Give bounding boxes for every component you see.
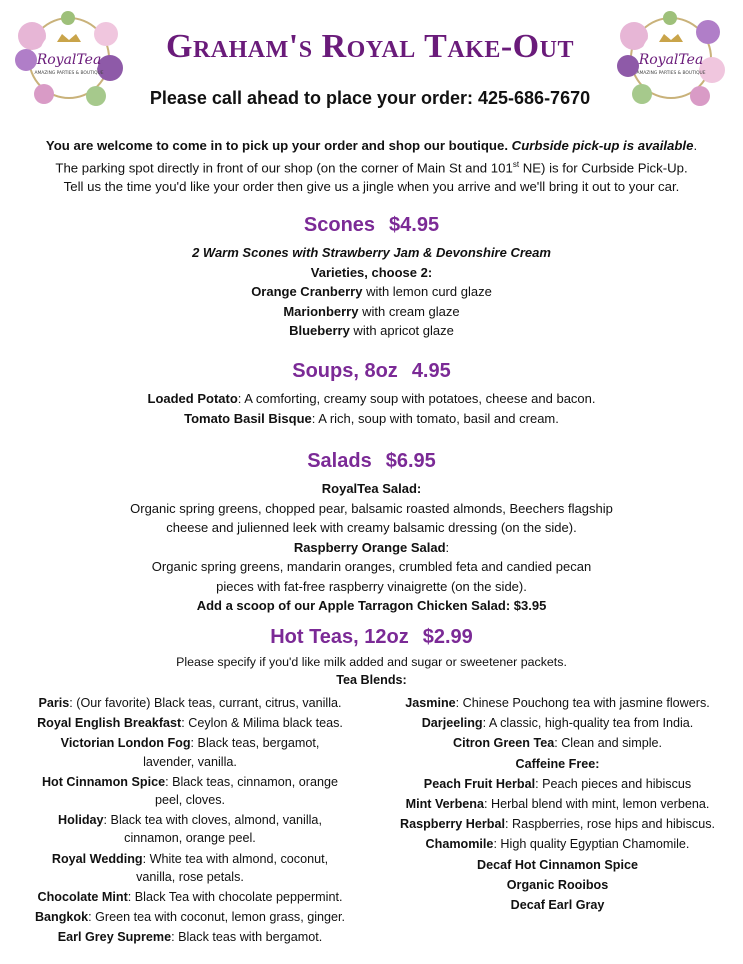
tea-item [10,928,370,946]
scones-section [0,214,743,341]
tea-item [10,811,370,847]
tea-item-desc: : White tea with almond, coconut, [142,851,329,866]
salad1-line2: cheese and julienned leek with creamy balsamic dressing (on the side). [166,520,577,535]
tea-item-name: Darjeeling [421,716,483,731]
scone-item-name: Orange Cranberry [251,284,363,299]
tea-item-desc: : Clean and simple. [554,736,663,751]
tea-item [10,694,370,712]
royaltea-logo-right [612,8,730,108]
tea-item [10,908,370,926]
tea-item [380,775,735,793]
soup-item-name: Loaded Potato [147,391,238,406]
scone-item-desc: with cream glaze [358,303,460,319]
salad2-name: Raspberry Orange Salad [293,539,446,555]
tea-item-name: Paris [38,696,70,710]
tea-left-column [10,694,370,949]
soup-item-desc: : A comforting, creamy soup with potatoes, cheese and bacon. [237,391,596,406]
scones-heading [0,214,743,237]
scone-item-desc: with lemon curd glaze [362,284,492,299]
tea-item [380,815,735,833]
salad-addon: Add a scoop of our Apple Tarragon Chicken Salad: $3.95 [196,598,547,613]
intro-line-2-sup: st [512,160,520,169]
tea-item-desc: : A classic, high-quality tea from India. [482,716,694,731]
scone-item [0,321,743,341]
tea-item-name: Raspberry Herbal [400,817,505,832]
intro-line-1-end: . [693,138,698,153]
soup-item-desc: : A rich, soup with tomato, basil and cream. [311,410,559,426]
scones-desc: 2 Warm Scones with Strawberry Jam & Devonshire Cream [192,245,551,260]
tea-item-name: Chamomile [425,837,494,852]
tea-item [380,734,735,752]
tea-item-desc: : Green tea with coconut, lemon grass, ginger. [88,910,346,925]
tea-item-desc: : (Our favorite) Black teas, currant, citrus, vanilla. [69,696,342,710]
intro-curbside: Curbside pick-up is available [511,138,694,153]
scone-item-name: Blueberry [289,323,350,338]
intro-line-1 [10,136,733,155]
salad2-line2: pieces with fat-free raspberry vinaigrette (on the side). [216,578,527,594]
salad2-line1: Organic spring greens, mandarin oranges, crumbled feta and candied pecan [151,559,592,574]
tea-item [380,714,735,732]
soups-title: Soups, 8oz [292,360,398,382]
tea-item-name: Bangkok [34,910,89,925]
tea-item-name: Victorian London Fog [60,736,191,751]
page-title: Graham's Royal Take-Out [166,28,574,65]
tea-item-desc: : Black teas, cinnamon, orange [165,774,339,789]
tea-item-desc: : Peach pieces and hibiscus [535,776,692,791]
teas-heading [0,626,743,649]
tea-item-name: Peach Fruit Herbal [423,776,536,791]
tea-item-name: Mint Verbena [405,797,484,812]
intro-text [10,136,733,196]
intro-line-3: Tell us the time you'd like your order then give us a jingle when you arrive and we'll bring it out to your car. [63,179,680,195]
scones-varieties-label: Varieties, choose 2: [310,264,433,280]
tea-item-name: Royal English Breakfast [37,716,182,731]
soups-section [0,360,743,428]
tea-item-name: Earl Grey Supreme [57,930,172,945]
salads-title: Salads [307,450,372,472]
logo-left-name: RoyalTea [36,52,102,68]
tea-item-desc: : Black teas with bergamot. [171,930,323,945]
logo-right-name: RoyalTea [638,52,704,68]
tea-item-desc-2: cinnamon, orange peel. [124,831,256,846]
salad2-heading [0,538,743,558]
salads-section [0,450,743,616]
scone-item-desc: with apricot glaze [349,323,454,338]
salad1-line1: Organic spring greens, chopped pear, balsamic roasted almonds, Beechers flagship [130,500,613,516]
tea-item-desc: : High quality Egyptian Chamomile. [493,837,690,852]
scone-item [0,282,743,302]
caffeine-free-label: Caffeine Free: [515,756,600,771]
tea-item-name: Citron Green Tea [452,736,555,751]
salads-price: $6.95 [385,450,436,472]
scones-price: $4.95 [389,214,440,236]
tea-item-desc: : Raspberries, rose hips and hibiscus. [505,817,715,832]
scone-item-name: Marionberry [283,303,359,319]
logo-left-tagline: AMAZING PARTIES & BOUTIQUE [34,71,104,76]
teas-price: $2.99 [422,626,473,648]
tea-item [380,694,735,712]
tea-item: Organic Rooibos [506,877,609,892]
tea-item [10,714,370,732]
salad2-colon: : [445,539,450,555]
tea-item [380,795,735,813]
tea-item-desc: : Herbal blend with mint, lemon verbena. [483,797,710,812]
salad1-name: RoyalTea Salad: [321,481,422,496]
teas-title: Hot Teas, 12oz [270,626,409,648]
tea-item: Decaf Earl Gray [510,898,605,913]
tea-item [10,773,370,809]
tea-item-name: Jasmine [405,696,456,710]
intro-line-2-start: The parking spot directly in front of our shop (on the corner of Main St and 101 [55,160,513,176]
soups-heading [0,360,743,383]
tea-item-desc: : Ceylon & Milima black teas. [181,716,343,731]
tea-item-name: Royal Wedding [51,851,143,866]
soups-price: 4.95 [411,360,451,382]
tea-item [380,835,735,853]
teas-note: Please specify if you'd like milk added and sugar or sweetener packets. [176,655,567,669]
logo-right-tagline: AMAZING PARTIES & BOUTIQUE [636,71,706,76]
scones-title: Scones [303,214,376,236]
phone-line: Please call ahead to place your order: 425-686-7670 [149,88,591,108]
tea-item [10,888,370,906]
tea-item-desc-2: peel, cloves. [154,793,225,808]
scone-item [0,302,743,322]
tea-blends-label: Tea Blends: [336,673,407,687]
tea-item-desc: : Black teas, bergamot, [190,736,320,751]
intro-line-2 [10,155,733,177]
soup-item [0,389,743,409]
teas-section [0,626,743,689]
tea-item-name: Hot Cinnamon Spice [41,774,166,789]
soup-item [0,409,743,429]
tea-item-desc: : Chinese Pouchong tea with jasmine flowers. [455,696,710,710]
tea-item-desc-2: lavender, vanilla. [143,754,237,769]
tea-item-desc: : Black Tea with chocolate peppermint. [127,890,343,905]
tea-item [10,850,370,886]
tea-right-column [380,694,735,916]
royaltea-logo-left [10,8,128,108]
tea-item-desc-2: vanilla, rose petals. [136,869,244,884]
intro-line-2-end: NE) is for Curbside Pick-Up. [519,160,688,176]
tea-item-desc: : Black tea with cloves, almond, vanilla, [103,813,322,828]
tea-item-name: Chocolate Mint [37,890,128,905]
tea-item-name: Holiday [58,813,104,828]
intro-line-1-bold: You are welcome to come in to pick up your order and shop our boutique. [45,138,508,153]
soup-item-name: Tomato Basil Bisque [184,410,312,426]
tea-item [10,734,370,770]
tea-item: Decaf Hot Cinnamon Spice [477,857,638,872]
salads-heading [0,450,743,473]
